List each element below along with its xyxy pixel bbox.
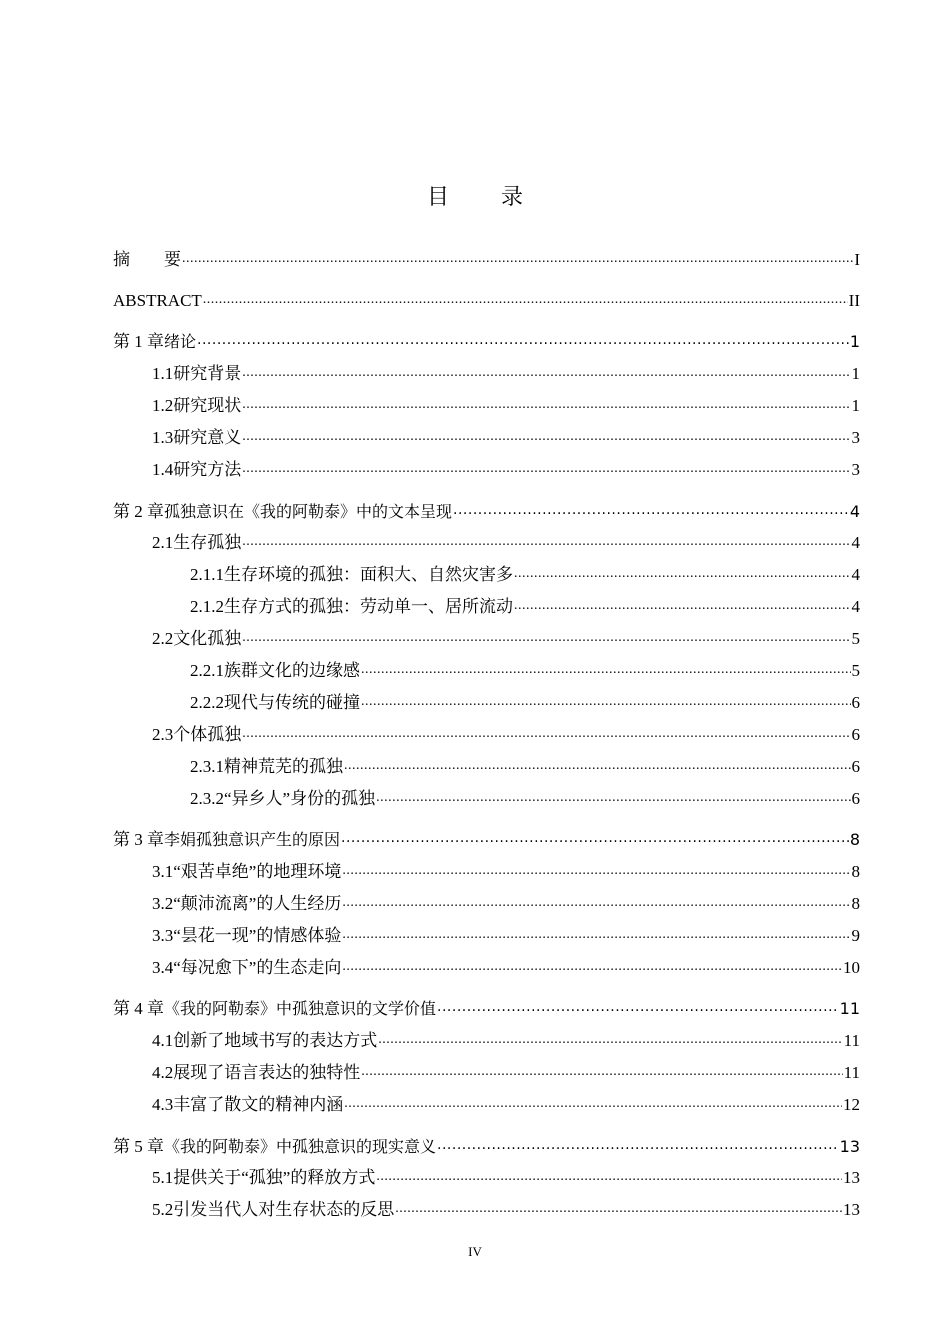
toc-entry-page: II	[848, 291, 860, 310]
toc-entry-title: 精神荒芜的孤独	[224, 757, 343, 776]
toc-entry-subsection[interactable]	[113, 692, 860, 714]
toc-entry-page: 1	[851, 396, 860, 415]
toc-entry-section[interactable]	[113, 1167, 860, 1189]
toc-entry-number: 第 1 章	[113, 332, 164, 351]
dot-leader	[376, 1164, 842, 1188]
dot-leader	[242, 721, 850, 745]
toc-entry-section[interactable]	[113, 363, 860, 385]
toc-entry-section[interactable]	[113, 628, 860, 650]
dot-leader	[342, 954, 842, 978]
toc-entry-number: 4.1	[152, 1031, 174, 1050]
toc-entry-page: 8	[849, 830, 860, 849]
toc-entry-page: 11	[839, 999, 860, 1018]
toc-title	[0, 180, 950, 211]
toc-entry-number: 3.3	[152, 926, 174, 945]
toc-entry-number: 第 2 章	[113, 502, 164, 521]
toc-entry-subsection[interactable]	[113, 788, 860, 810]
toc-entry-label: 摘 要	[113, 250, 181, 269]
toc-entry-section[interactable]	[113, 395, 860, 417]
toc-entry-number: 2.3.1	[190, 757, 224, 776]
toc-entry-page: 13	[839, 1137, 860, 1156]
toc-entry-title: 文化孤独	[173, 629, 242, 648]
toc-entry-number: 3.1	[152, 862, 174, 881]
toc-entry-section[interactable]	[113, 1062, 860, 1084]
toc-entry-page: 1	[849, 332, 860, 351]
toc-entry-chapter-5[interactable]	[113, 1136, 860, 1158]
toc-entry-section[interactable]	[113, 724, 860, 746]
dot-leader	[361, 1059, 842, 1083]
toc-title-char-2: 录	[501, 184, 524, 209]
toc-entry-title: “每况愈下”的生态走向	[173, 958, 342, 977]
toc-entry-number: 1.3	[152, 428, 174, 447]
dot-leader	[197, 328, 849, 351]
toc-entry-abstract-cn[interactable]	[113, 249, 860, 271]
toc-entry-number: 2.2	[152, 629, 174, 648]
toc-entry-subsection[interactable]	[113, 564, 860, 586]
toc-entry-title: 生存环境的孤独：面积大、自然灾害多	[224, 565, 513, 584]
toc-entry-title: 丰富了散文的精神内涵	[173, 1095, 344, 1114]
toc-entry-title: 李娟孤独意识产生的原因	[164, 830, 341, 849]
dot-leader	[342, 858, 850, 882]
toc-entry-page: 6	[851, 725, 860, 744]
dot-leader	[361, 689, 851, 713]
toc-entry-page: 3	[851, 428, 860, 447]
dot-leader	[344, 753, 851, 777]
toc-entry-title: 生存方式的孤独：劳动单一、居所流动	[224, 597, 513, 616]
dot-leader	[341, 826, 849, 849]
dot-leader	[182, 246, 853, 270]
toc-entry-page: 11	[843, 1031, 860, 1050]
toc-entry-title: “异乡人”身份的孤独	[224, 789, 376, 808]
toc-entry-section[interactable]	[113, 1094, 860, 1116]
toc-entry-page: 12	[843, 1095, 860, 1114]
toc-entry-title: 研究背景	[173, 364, 242, 383]
toc-entry-page: 6	[851, 757, 860, 776]
toc-entry-title: 研究意义	[173, 428, 242, 447]
toc-entry-section[interactable]	[113, 1030, 860, 1052]
toc-entry-title: 研究方法	[173, 460, 242, 479]
toc-entry-section[interactable]	[113, 925, 860, 947]
toc-entry-page: 4	[851, 533, 860, 552]
toc-entry-section[interactable]	[113, 532, 860, 554]
toc-entry-abstract-en[interactable]	[113, 290, 860, 312]
toc-entry-number: 1.4	[152, 460, 174, 479]
toc-entry-number: 2.1.1	[190, 565, 224, 584]
dot-leader	[242, 392, 850, 416]
toc-entry-page: 5	[851, 629, 860, 648]
toc-entry-number: 3.4	[152, 958, 174, 977]
toc-entry-title: “颠沛流离”的人生经历	[173, 894, 342, 913]
toc-entry-title: 创新了地域书写的表达方式	[173, 1031, 378, 1050]
dot-leader	[514, 593, 851, 617]
toc-entry-title: 《我的阿勒泰》中孤独意识的现实意义	[164, 1137, 437, 1156]
toc-entry-subsection[interactable]	[113, 660, 860, 682]
dot-leader	[342, 922, 850, 946]
dot-leader	[453, 498, 849, 521]
toc-entry-number: 2.1	[152, 533, 174, 552]
toc-entry-title: 展现了语言表达的独特性	[173, 1063, 361, 1082]
toc-entry-subsection[interactable]	[113, 756, 860, 778]
toc-entry-section[interactable]	[113, 957, 860, 979]
toc-entry-number: 1.2	[152, 396, 174, 415]
toc-entry-number: 第 3 章	[113, 830, 164, 849]
toc-entry-title: 生存孤独	[173, 533, 242, 552]
dot-leader	[395, 1196, 842, 1220]
dot-leader	[242, 625, 850, 649]
toc-entry-page: 5	[851, 661, 860, 680]
toc-entry-chapter-3[interactable]	[113, 829, 860, 851]
toc-entry-page: 6	[851, 693, 860, 712]
toc-entry-page: 1	[851, 364, 860, 383]
dot-leader	[437, 995, 839, 1018]
toc-entry-title: 族群文化的边缘感	[224, 661, 360, 680]
toc-entry-page: 13	[843, 1168, 860, 1187]
toc-entry-number: 2.2.1	[190, 661, 224, 680]
toc-entry-number: 5.1	[152, 1168, 174, 1187]
toc-entry-title: “昙花一现”的情感体验	[173, 926, 342, 945]
dot-leader	[376, 785, 850, 809]
toc-entry-title: 《我的阿勒泰》中孤独意识的文学价值	[164, 999, 437, 1018]
toc-entry-number: 2.3	[152, 725, 174, 744]
dot-leader	[361, 657, 851, 681]
toc-entry-number: 3.2	[152, 894, 174, 913]
toc-entry-section[interactable]	[113, 861, 860, 883]
toc-entry-title: 个体孤独	[173, 725, 242, 744]
toc-entry-number: 1.1	[152, 364, 174, 383]
toc-entry-chapter-1[interactable]	[113, 331, 860, 353]
toc-entry-number: 2.1.2	[190, 597, 224, 616]
toc-entry-page: I	[854, 250, 860, 269]
toc-entry-subsection[interactable]	[113, 596, 860, 618]
dot-leader	[242, 529, 850, 553]
toc-entry-number: 第 5 章	[113, 1137, 164, 1156]
dot-leader	[203, 287, 848, 311]
toc-entry-title: 提供关于“孤独”的释放方式	[173, 1168, 376, 1187]
toc-entry-page: 8	[851, 862, 860, 881]
toc-entry-chapter-4[interactable]	[113, 998, 860, 1020]
toc-entry-section[interactable]	[113, 1199, 860, 1221]
toc-entry-page: 6	[851, 789, 860, 808]
dot-leader	[344, 1091, 842, 1115]
toc-entry-page: 4	[851, 565, 860, 584]
dot-leader	[242, 456, 850, 480]
toc-entry-page: 9	[851, 926, 860, 945]
toc-entry-title: 绪论	[164, 332, 197, 351]
toc-entry-page: 13	[843, 1200, 860, 1219]
toc-entry-number: 2.3.2	[190, 789, 224, 808]
toc-entry-title: 孤独意识在《我的阿勒泰》中的文本呈现	[164, 502, 453, 521]
toc-entry-title: 研究现状	[173, 396, 242, 415]
dot-leader	[242, 360, 850, 384]
toc-entry-number: 4.3	[152, 1095, 174, 1114]
toc-entry-number: 5.2	[152, 1200, 174, 1219]
toc-entry-title: “艰苦卓绝”的地理环境	[173, 862, 342, 881]
toc-entry-section[interactable]	[113, 459, 860, 481]
toc-entry-title: 现代与传统的碰撞	[224, 693, 360, 712]
toc-entry-label: ABSTRACT	[113, 291, 202, 310]
toc-entry-page: 4	[851, 597, 860, 616]
toc-entry-page: 3	[851, 460, 860, 479]
toc-entry-section[interactable]	[113, 893, 860, 915]
toc-entry-chapter-2[interactable]	[113, 501, 860, 523]
dot-leader	[437, 1133, 839, 1156]
dot-leader	[378, 1027, 842, 1051]
toc-entry-number: 4.2	[152, 1063, 174, 1082]
toc-entry-section[interactable]	[113, 427, 860, 449]
toc-entry-title: 引发当代人对生存状态的反思	[173, 1200, 395, 1219]
toc-entry-page: 11	[843, 1063, 860, 1082]
toc-title-char-1: 目	[426, 184, 449, 209]
toc-entry-page: 10	[843, 958, 860, 977]
toc-entry-page: 8	[851, 894, 860, 913]
toc-entry-number: 第 4 章	[113, 999, 164, 1018]
dot-leader	[242, 424, 850, 448]
page-number: IV	[468, 1244, 482, 1259]
dot-leader	[514, 561, 851, 585]
toc-entry-page: 4	[849, 502, 860, 521]
dot-leader	[342, 890, 850, 914]
toc-entry-number: 2.2.2	[190, 693, 224, 712]
